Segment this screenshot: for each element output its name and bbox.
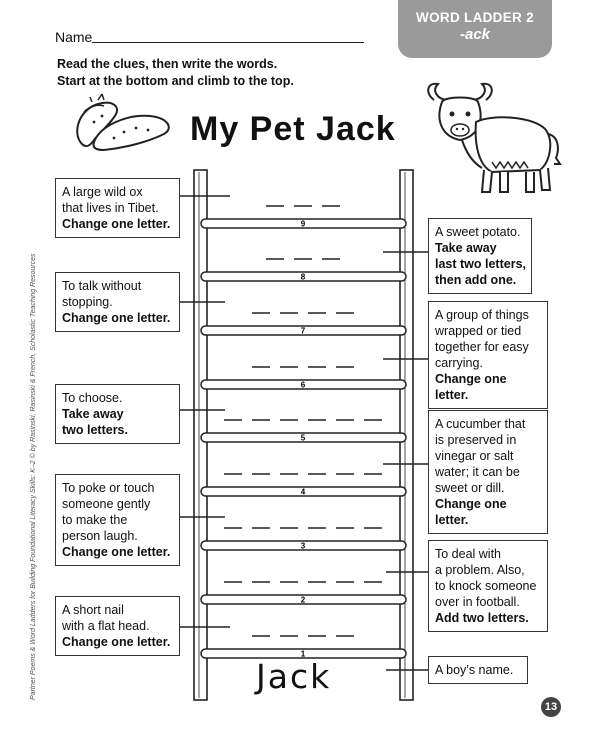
clue-text: person laugh.: [62, 529, 138, 543]
clue-text: To talk without: [62, 279, 142, 293]
clue-text: someone gently: [62, 497, 151, 511]
clue-text: is preserved in: [435, 433, 517, 447]
rung-number: 2: [300, 595, 306, 605]
clue-instruction: Change one letter.: [435, 372, 507, 402]
clue-text: To choose.: [62, 391, 123, 405]
clue-text: A group of things: [435, 308, 529, 322]
instruction-line-2: Start at the bottom and climb to the top.: [57, 74, 294, 88]
clue-text: A cucumber that: [435, 417, 526, 431]
clue-instruction: last two letters,: [435, 257, 526, 271]
clue-text: A sweet potato.: [435, 225, 521, 239]
clue-instruction: Take away: [435, 241, 497, 255]
clue-box: [428, 218, 532, 294]
badge-subtitle: -ack: [459, 26, 491, 43]
clue-box: [428, 656, 528, 684]
clue-box: [428, 540, 548, 632]
clue-text: that lives in Tibet.: [62, 201, 159, 215]
clue-text: sweet or dill.: [435, 481, 505, 495]
clue-text: carrying.: [435, 356, 483, 370]
rung-number: 7: [300, 326, 306, 336]
clue-box: [55, 178, 180, 238]
start-word: Jack: [256, 657, 332, 696]
clue-text: stopping.: [62, 295, 113, 309]
clue-instruction: then add one.: [435, 273, 517, 287]
rung-number: 9: [300, 219, 306, 229]
rung-number: 6: [300, 380, 306, 390]
rung-number: 3: [300, 541, 306, 551]
clue-text: A short nail: [62, 603, 124, 617]
clue-instruction: Change one letter.: [435, 497, 507, 527]
rung-number: 4: [300, 487, 306, 497]
clue-text: over in football.: [435, 595, 520, 609]
clue-text: a problem. Also,: [435, 563, 525, 577]
rung-number: 5: [300, 433, 306, 443]
clue-box: [55, 596, 180, 656]
clue-instruction: Add two letters.: [435, 611, 529, 625]
clue-box: [428, 410, 548, 534]
clue-box: [55, 474, 180, 566]
page-number: 13: [541, 697, 561, 717]
clue-text: wrapped or tied: [435, 324, 522, 338]
clue-text: To poke or touch: [62, 481, 155, 495]
clue-instruction: Take away: [62, 407, 124, 421]
clue-text: vinegar or salt: [435, 449, 514, 463]
side-credit: Partner Poems & Word Ladders for Building Foundational Literacy Skills: K–2 © by Rasinski, Rasinski & French, Scholastic Teaching Resources: [30, 253, 37, 700]
clue-instruction: Change one letter.: [62, 545, 171, 559]
clue-instruction: Change one letter.: [62, 635, 171, 649]
clue-box: [55, 272, 180, 332]
clue-text: to knock someone: [435, 579, 537, 593]
clue-text: water; it can be: [435, 465, 520, 479]
page-title: My Pet Jack: [190, 110, 396, 148]
clue-instruction: two letters.: [62, 423, 128, 437]
clue-text: A large wild ox: [62, 185, 143, 199]
clue-text: A boy’s name.: [435, 663, 514, 677]
clue-box: [55, 384, 180, 444]
clue-text: To deal with: [435, 547, 502, 561]
rung-number: 1: [300, 649, 306, 659]
name-label: Name: [55, 29, 93, 45]
badge-title: WORD LADDER 2: [416, 10, 534, 25]
clue-text: together for easy: [435, 340, 529, 354]
rung-number: 8: [300, 272, 306, 282]
clue-instruction: Change one letter.: [62, 217, 171, 231]
clue-text: with a flat head.: [62, 619, 150, 633]
instruction-line-1: Read the clues, then write the words.: [57, 57, 278, 71]
clue-text: to make the: [62, 513, 128, 527]
clue-instruction: Change one letter.: [62, 311, 171, 325]
clue-box: [428, 301, 548, 409]
